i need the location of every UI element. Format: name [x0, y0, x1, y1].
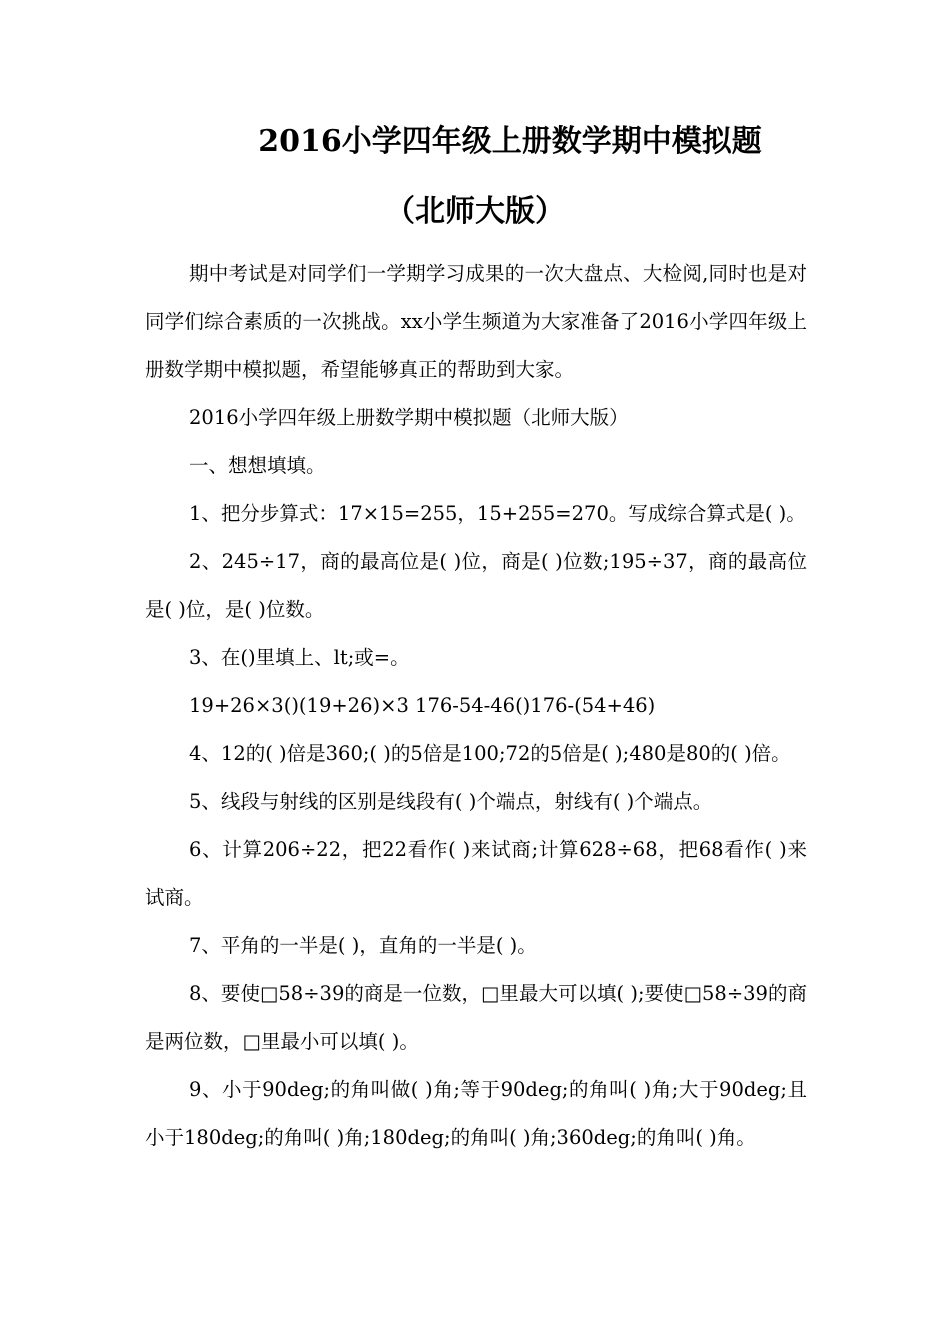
question-4: 4、12的( )倍是360;( )的5倍是100;72的5倍是( );480是80的( )倍。 [189, 742, 791, 765]
question-7: 7、平角的一半是( )，直角的一半是( )。 [189, 934, 537, 957]
subtitle-paragraph: 2016小学四年级上册数学期中模拟题（北师大版） [189, 406, 629, 429]
question-5: 5、线段与射线的区别是线段有( )个端点，射线有( )个端点。 [189, 790, 713, 813]
intro-paragraph: 期中考试是对同学们一学期学习成果的一次大盘点、大检阅,同时也是对同学们综合素质的一次挑战。xx小学生频道为大家准备了2016小学四年级上册数学期中模拟题，希望能够真正的帮助到大家。 [145, 262, 807, 381]
question-6: 6、计算206÷22，把22看作( )来试商;计算628÷68，把68看作( )来试商。 [145, 838, 807, 909]
question-2: 2、245÷17，商的最高位是( )位，商是( )位数;195÷37，商的最高位是( )位，是( )位数。 [145, 550, 807, 621]
document-body [145, 250, 807, 1162]
question-1: 1、把分步算式：17×15=255，15+255=270。写成综合算式是( )。 [189, 502, 806, 525]
document-title-edition: （北师大版） [385, 194, 565, 229]
question-3: 3、在()里填上、lt;或=。 [189, 646, 410, 669]
question-9: 9、小于90deg;的角叫做( )角;等于90deg;的角叫( )角;大于90deg;且小于180deg;的角叫( )角;180deg;的角叫( )角;360deg;的角叫( )角。 [145, 1078, 807, 1149]
document-title: 2016小学四年级上册数学期中模拟题 [258, 124, 762, 159]
question-8: 8、要使□58÷39的商是一位数，□里最大可以填( );要使□58÷39的商是两位数，□里最小可以填( )。 [145, 982, 807, 1053]
question-3-expression: 19+26×3()(19+26)×3 176-54-46()176-(54+46) [189, 694, 656, 717]
section-heading: 一、想想填填。 [189, 454, 326, 477]
